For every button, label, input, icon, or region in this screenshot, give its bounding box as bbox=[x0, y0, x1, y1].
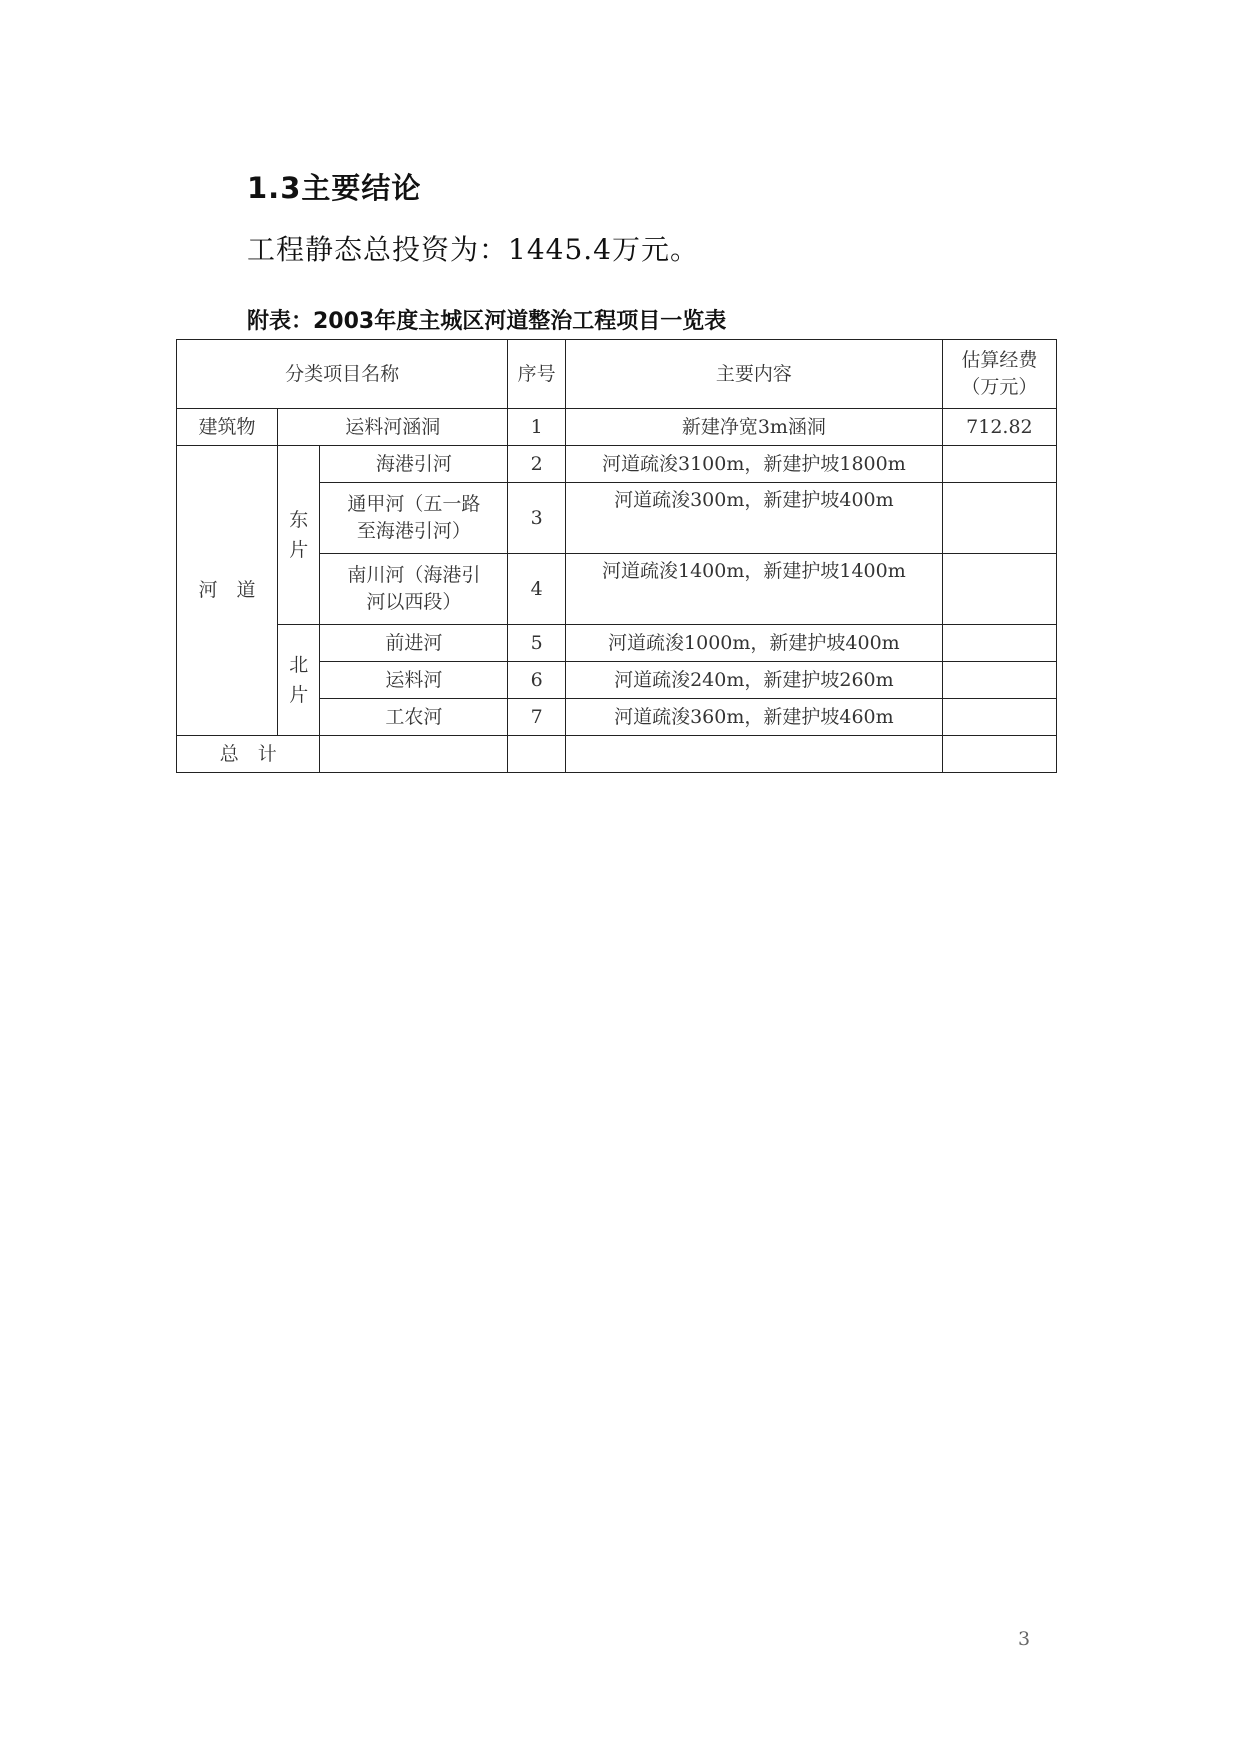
item-cost bbox=[942, 662, 1056, 699]
item-name: 前进河 bbox=[320, 625, 508, 662]
investment-summary: 工程静态总投资为：1445.4万元。 bbox=[247, 233, 699, 266]
item-name: 通甲河（五一路至海港引河） bbox=[320, 483, 508, 554]
item-cost bbox=[942, 699, 1056, 736]
item-content: 河道疏浚240m，新建护坡260m bbox=[565, 662, 942, 699]
item-name: 南川河（海港引河以西段） bbox=[320, 554, 508, 625]
item-content: 河道疏浚1000m，新建护坡400m bbox=[565, 625, 942, 662]
item-index: 6 bbox=[508, 662, 566, 699]
item-index: 4 bbox=[508, 554, 566, 625]
total-empty-cell bbox=[565, 736, 942, 773]
item-name: 海港引河 bbox=[320, 446, 508, 483]
item-name: 工农河 bbox=[320, 699, 508, 736]
page-number: 3 bbox=[1018, 1628, 1031, 1650]
item-index: 1 bbox=[508, 409, 566, 446]
item-content: 河道疏浚1400m，新建护坡1400m bbox=[565, 554, 942, 625]
table-row bbox=[177, 446, 1057, 483]
total-empty-cell bbox=[320, 736, 508, 773]
item-index: 7 bbox=[508, 699, 566, 736]
subgroup-east: 东片 bbox=[278, 446, 320, 625]
header-category: 分类项目名称 bbox=[177, 340, 508, 409]
item-index: 2 bbox=[508, 446, 566, 483]
item-cost bbox=[942, 625, 1056, 662]
item-index: 3 bbox=[508, 483, 566, 554]
item-content: 河道疏浚300m，新建护坡400m bbox=[565, 483, 942, 554]
table-row bbox=[177, 625, 1057, 662]
item-content: 新建净宽3m涵洞 bbox=[565, 409, 942, 446]
item-name: 运料河涵洞 bbox=[278, 409, 508, 446]
item-name: 运料河 bbox=[320, 662, 508, 699]
total-row bbox=[177, 736, 1057, 773]
project-table bbox=[176, 339, 1057, 773]
total-empty-cell bbox=[942, 736, 1056, 773]
header-cost: 估算经费（万元） bbox=[942, 340, 1056, 409]
item-cost bbox=[942, 483, 1056, 554]
item-content: 河道疏浚360m，新建护坡460m bbox=[565, 699, 942, 736]
subgroup-north: 北片 bbox=[278, 625, 320, 736]
item-cost bbox=[942, 554, 1056, 625]
item-index: 5 bbox=[508, 625, 566, 662]
table-caption: 附表：2003年度主城区河道整治工程项目一览表 bbox=[247, 309, 727, 334]
item-content: 河道疏浚3100m，新建护坡1800m bbox=[565, 446, 942, 483]
total-empty-cell bbox=[508, 736, 566, 773]
table-header-row bbox=[177, 340, 1057, 409]
section-heading: 1.3主要结论 bbox=[247, 171, 422, 205]
group-building: 建筑物 bbox=[177, 409, 278, 446]
group-river: 河 道 bbox=[177, 446, 278, 736]
header-content: 主要内容 bbox=[565, 340, 942, 409]
total-label: 总 计 bbox=[177, 736, 320, 773]
item-cost bbox=[942, 446, 1056, 483]
table-row bbox=[177, 409, 1057, 446]
header-index: 序号 bbox=[508, 340, 566, 409]
item-cost: 712.82 bbox=[942, 409, 1056, 446]
